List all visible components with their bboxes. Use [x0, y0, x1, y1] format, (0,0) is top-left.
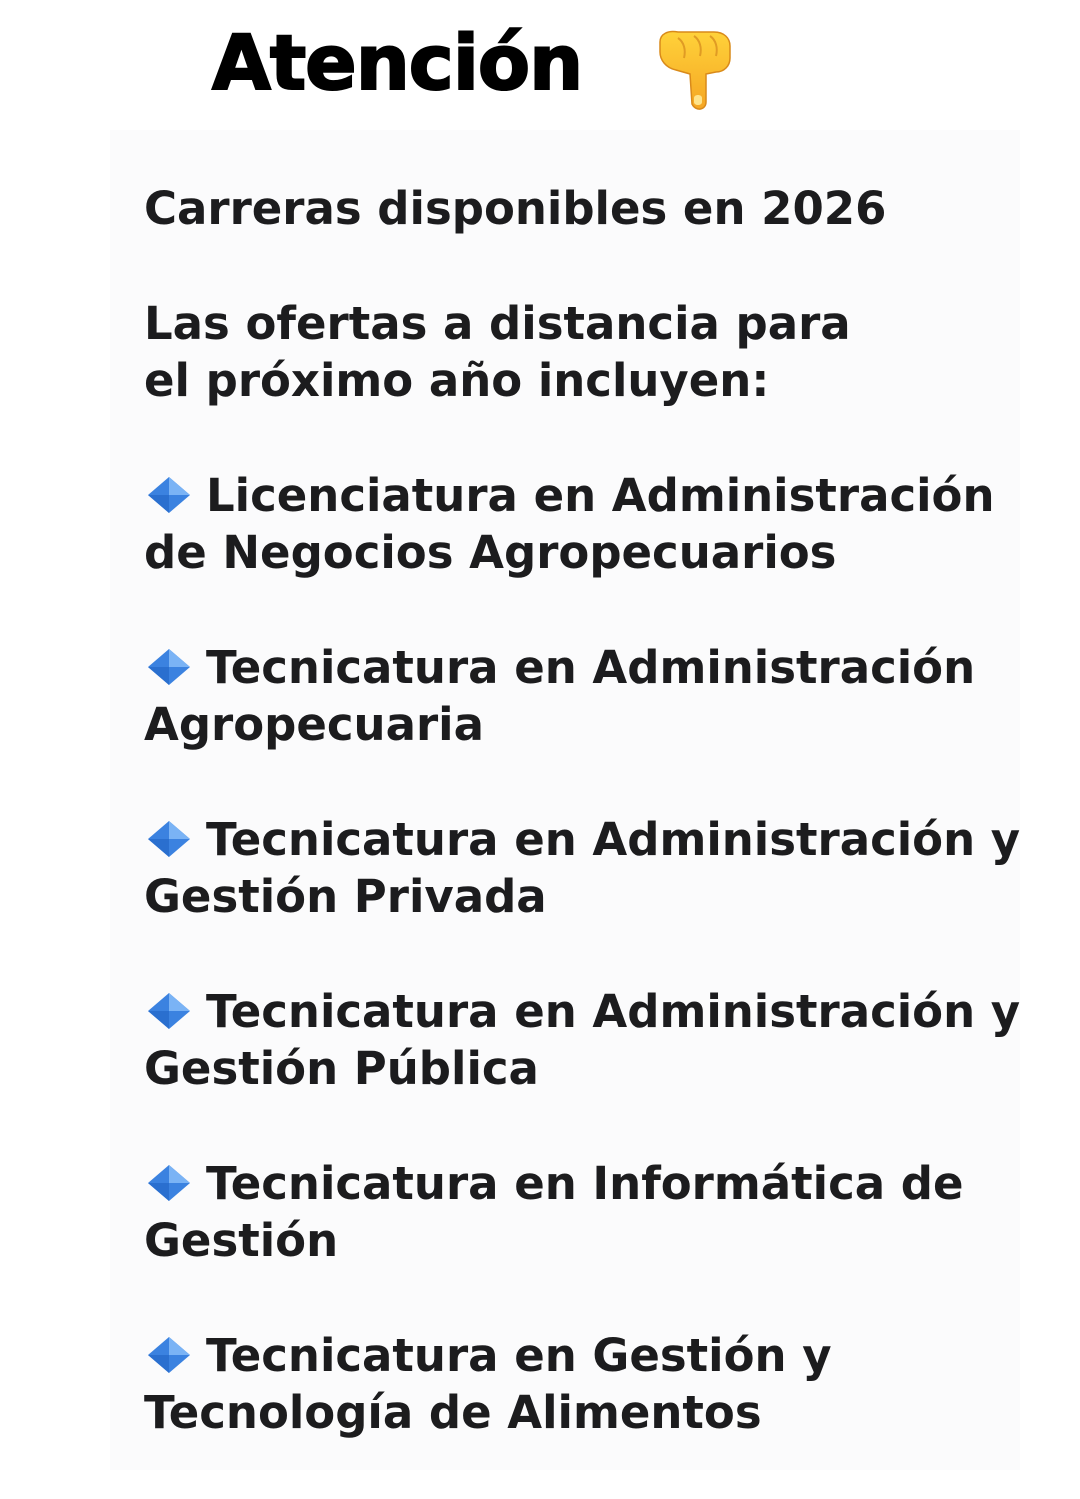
small-blue-diamond-icon — [144, 647, 194, 687]
small-blue-diamond-icon — [144, 1335, 194, 1375]
list-item — [144, 639, 1044, 753]
header — [0, 0, 1080, 130]
list-item — [144, 1327, 1044, 1441]
small-blue-diamond-icon — [144, 991, 194, 1031]
careers-heading: Carreras disponibles en 2026 — [144, 182, 887, 235]
small-blue-diamond-icon — [144, 475, 194, 515]
item-line-2: de Negocios Agropecuarios — [144, 526, 837, 579]
backhand-index-pointing-down-icon — [650, 24, 740, 114]
item-line-1: Tecnicatura en Administración — [206, 641, 976, 694]
page-title: Atención — [212, 18, 583, 107]
careers-list — [144, 467, 1044, 1441]
item-line-1: Licenciatura en Administración — [206, 469, 995, 522]
small-blue-diamond-icon — [144, 1163, 194, 1203]
item-line-1: Tecnicatura en Administración y — [206, 813, 1021, 866]
intro-text: Las ofertas a distancia para el próximo año incluyen: — [144, 297, 851, 407]
careers-content — [144, 180, 1044, 1499]
item-line-2: Agropecuaria — [144, 698, 484, 751]
item-line-1: Tecnicatura en Gestión y — [206, 1329, 832, 1382]
list-item — [144, 983, 1044, 1097]
item-line-1: Tecnicatura en Informática de — [206, 1157, 964, 1210]
list-item — [144, 811, 1044, 925]
list-item — [144, 467, 1044, 581]
item-line-2: Tecnología de Alimentos — [144, 1386, 762, 1439]
item-line-2: Gestión Privada — [144, 870, 547, 923]
item-line-1: Tecnicatura en Administración y — [206, 985, 1021, 1038]
item-line-2: Gestión Pública — [144, 1042, 539, 1095]
list-item — [144, 1155, 1044, 1269]
small-blue-diamond-icon — [144, 819, 194, 859]
item-line-2: Gestión — [144, 1214, 339, 1267]
